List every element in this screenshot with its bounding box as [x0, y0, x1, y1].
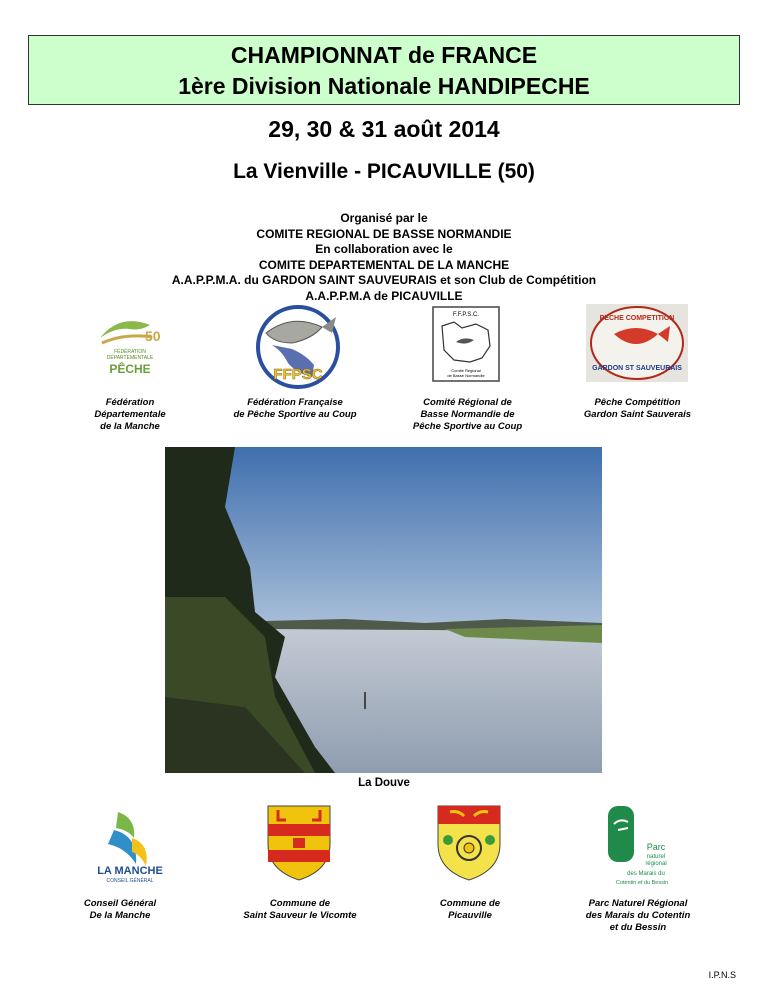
fed-word-3: PÊCHE: [109, 362, 151, 376]
peche-competition-logo: [586, 304, 688, 382]
event-location: La Vienville - PICAUVILLE (50): [233, 160, 535, 183]
caption-line: de Pêche Sportive au Coup: [233, 409, 357, 420]
organizer-line: En collaboration avec le: [315, 242, 453, 256]
federation-peche-50-logo: [90, 303, 170, 383]
fed-word-2: DÉPARTEMENTALE: [106, 355, 154, 361]
parc-word-1: Parc: [646, 842, 666, 852]
caption-line: Comité Régional de: [423, 397, 512, 408]
norm-bottom-2: de Basse Normandie: [447, 373, 485, 378]
picauville-coat-of-arms: [434, 804, 504, 882]
la-douve-photo: [165, 447, 602, 773]
caption-line: de la Manche: [100, 421, 160, 432]
manche-small-text: CONSEIL GÉNÉRAL: [106, 878, 154, 884]
caption-comite-regional: [395, 397, 540, 433]
caption-picauville: [410, 898, 530, 922]
norm-top-text: F.F.P.S.C.: [453, 312, 479, 318]
caption-line: Départementale: [94, 409, 166, 420]
saint-sauveur-coat-of-arms: [264, 804, 334, 882]
event-dates: 29, 30 & 31 août 2014: [268, 116, 500, 142]
caption-line: Commune de: [439, 898, 501, 909]
footer-ipns: I.P.N.S: [708, 970, 736, 980]
caption-line: Saint Sauveur le Vicomte: [243, 910, 357, 921]
caption-line: Conseil Général: [83, 898, 157, 909]
ffpsc-logo: [252, 303, 344, 393]
ffpsc-normandie-logo: [432, 306, 500, 382]
caption-line: Gardon Saint Sauverais: [583, 409, 692, 420]
organizers-block: [0, 211, 768, 304]
title-line-1: CHAMPIONNAT de FRANCE: [230, 42, 538, 68]
caption-line: Commune de: [269, 898, 331, 909]
caption-federation-departementale: [75, 397, 185, 433]
caption-line: Fédération: [105, 397, 155, 408]
caption-line: et du Bessin: [609, 922, 667, 933]
parc-word-3: régional: [645, 861, 667, 867]
fed-word-1: FÉDÉRATION: [114, 349, 146, 355]
caption-line: des Marais du Cotentin: [585, 910, 691, 921]
caption-parc-naturel: [568, 898, 708, 934]
caption-line: Pêche Compétition: [594, 397, 681, 408]
caption-line: Pêche Sportive au Coup: [412, 421, 523, 432]
norm-bottom-1: Comité Régional: [451, 368, 481, 373]
caption-line: Fédération Française: [247, 397, 343, 408]
parc-word-4: des Marais du: [627, 871, 665, 877]
caption-saint-sauveur: [225, 898, 375, 922]
caption-conseil-general: [65, 898, 175, 922]
caption-line: Basse Normandie de: [420, 409, 515, 420]
organizer-line: A.A.P.P.M.A. du GARDON SAINT SAUVEURAIS et son Club de Compétition: [171, 273, 597, 287]
caption-line: De la Manche: [89, 910, 151, 921]
parc-word-2: naturel: [646, 854, 666, 860]
title-line-2: 1ère Division Nationale HANDIPECHE: [178, 73, 590, 99]
caption-ffpsc: [215, 397, 375, 421]
title-box: [28, 35, 740, 105]
parc-naturel-logo: [606, 800, 676, 890]
organizer-line: COMITE REGIONAL DE BASSE NORMANDIE: [256, 226, 512, 241]
organizer-line: Organisé par le: [340, 211, 428, 225]
ffpsc-text: FFPSC: [273, 366, 323, 383]
la-manche-logo: [88, 808, 172, 888]
caption-line: Parc Naturel Régional: [588, 898, 688, 909]
organizer-line: A.A.P.P.M.A de PICAUVILLE: [305, 288, 463, 303]
caption-peche-competition: [565, 397, 710, 421]
caption-line: Picauville: [448, 910, 492, 921]
parc-word-5: Cotentin et du Bessin: [615, 880, 669, 886]
fed-50-number: 50: [145, 328, 161, 344]
photo-caption: La Douve: [358, 777, 410, 789]
peche-comp-bottom-text: GARDON ST SAUVEURAIS: [592, 365, 682, 372]
peche-comp-top-text: PECHE COMPETITION: [599, 315, 675, 322]
organizer-line: COMITE DEPARTEMENTAL DE LA MANCHE: [258, 257, 510, 272]
manche-big-text: LA MANCHE: [97, 865, 163, 877]
